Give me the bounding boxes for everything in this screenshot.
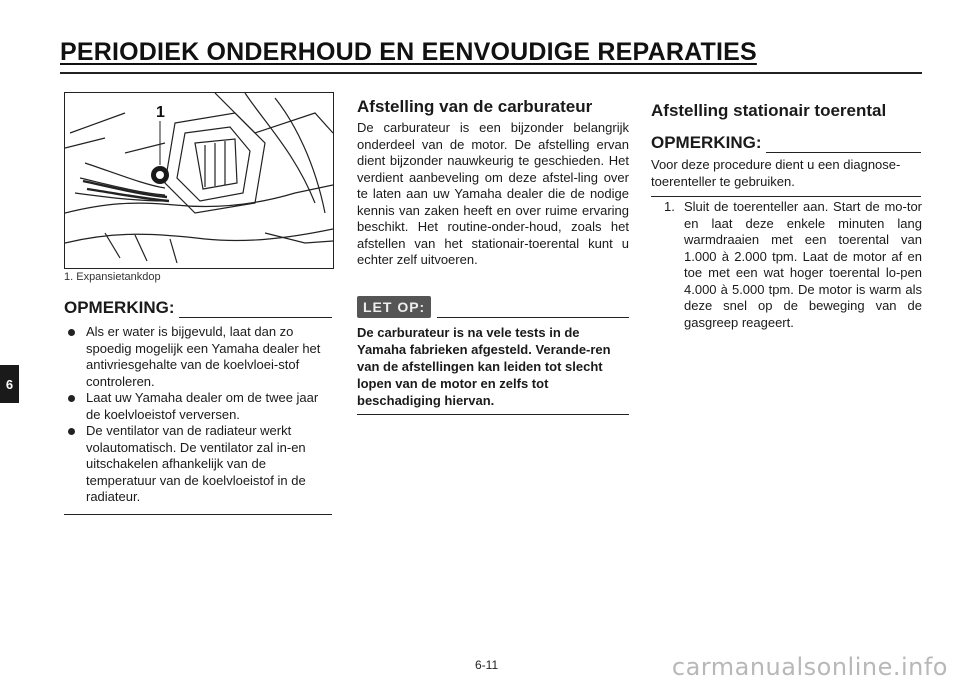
note-heading <box>651 133 921 153</box>
caution-badge: LET OP: <box>357 296 431 318</box>
idle-steps <box>664 199 922 331</box>
step-number: 1. <box>664 199 675 214</box>
expansion-tank-figure <box>64 92 334 269</box>
carburetor-paragraph: De carburateur is een bijzonder belangrijk onderdeel van de motor. De afstelling ervan dient bijzonder nauwkeurig te geschieden. Het verdient aanbeveling om deze afstel-ling over te laten aan uw Yamaha dealer die de nodige kennis van zaken heeft en over ruime ervaring beschikt. Het routine-onder-houd, zoals het afstellen van het stationair-toerental kunt u echter zelf uitvoeren. <box>357 120 629 267</box>
note-bullet: Laat uw Yamaha dealer om de twee jaar de koelvloeistof verversen. <box>64 390 332 423</box>
note-bullet: Als er water is bijgevuld, laat dan zo spoedig mogelijk een Yamaha dealer het antivriesgehalte van de koelvloei-stof controleren. <box>64 324 332 390</box>
note-bullet-list <box>64 324 332 506</box>
watermark: carmanualsonline.info <box>671 653 948 681</box>
title-rule <box>60 72 922 74</box>
note-end-rule <box>64 514 332 515</box>
figure-caption: 1. Expansietankdop <box>64 271 161 283</box>
note-heading-label: OPMERKING: <box>651 133 762 152</box>
caution-rule <box>437 307 629 318</box>
note-end-rule <box>651 196 921 197</box>
figure-callout-number: 1 <box>156 104 165 121</box>
caution-header <box>357 296 629 318</box>
step-text: Sluit de toerenteller aan. Start de mo-tor en laat deze enkele minuten lang warmdraaien met een toerental van 1.000 à 2.000 tpm. Laat de motor af en toe met een wat hoger toerental lo-pen 4.000 à 5.000 tpm. De motor is warm als deze snel op de beweging van de gasgreep reageert. <box>684 199 922 330</box>
note-idle <box>651 133 921 197</box>
note-cooling <box>64 298 332 515</box>
note-heading-label: OPMERKING: <box>64 298 175 317</box>
idle-heading: Afstelling stationair toerental <box>651 101 887 120</box>
page-number: 6-11 <box>475 658 499 672</box>
note-heading-rule <box>179 303 333 318</box>
caution-text: De carburateur is na vele tests in de Yamaha fabrieken afgesteld. Verande-ren van de afstellingen kan leiden tot slecht lopen van de motor en zelfs tot beschadiging hiervan. <box>357 325 611 408</box>
expansion-tank-illustration <box>65 93 333 268</box>
idle-note-text: Voor deze procedure dient u een diagnose-toerenteller te gebruiken. <box>651 157 901 189</box>
page-title: PERIODIEK ONDERHOUD EN EENVOUDIGE REPARATIES <box>60 38 757 66</box>
note-heading-rule <box>766 138 922 153</box>
step-item <box>664 199 922 331</box>
caution-end-rule <box>357 414 629 415</box>
note-bullet: De ventilator van de radiateur werkt volautomatisch. De ventilator zal in-en uitschakelen afhankelijk van de temperatuur van de koelvloeistof in de radiateur. <box>64 423 332 506</box>
chapter-tab: 6 <box>0 365 19 403</box>
carburetor-heading: Afstelling van de carburateur <box>357 97 593 116</box>
note-heading <box>64 298 332 318</box>
